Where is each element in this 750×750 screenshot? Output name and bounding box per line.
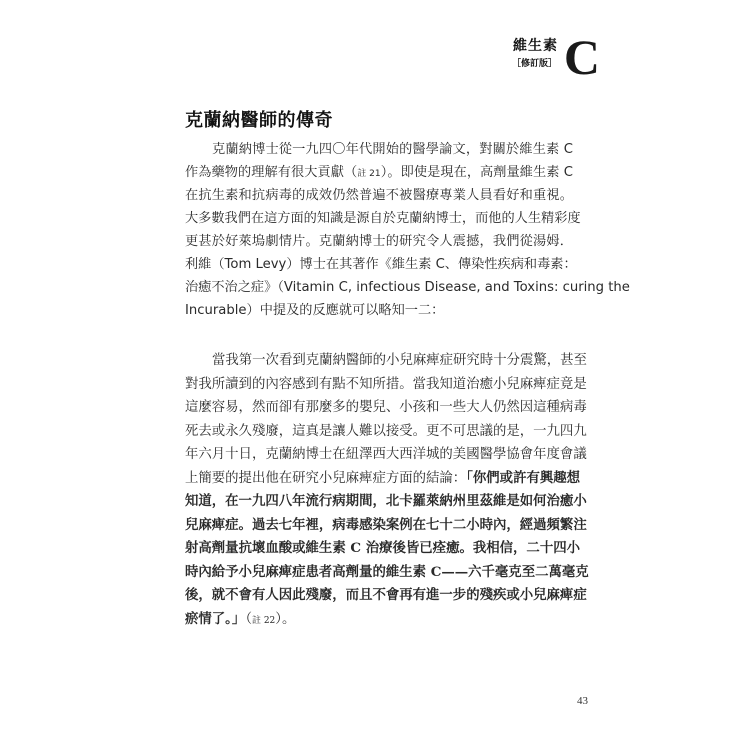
quote-line: 當我第一次看到克蘭納醫師的小兒麻痺症研究時十分震驚，甚至 xyxy=(212,353,587,368)
quote-line: 上簡要的提出他在研究小兒麻痺症方面的結論：「你們或許有興趣想 xyxy=(185,469,581,486)
text-line: 在抗生素和抗病毒的成效仍然普遍不被醫療專業人員看好和重視。 xyxy=(185,188,573,203)
text-line: 作為藥物的理解有很大貢獻（註 21）。即使是現在，高劑量維生素 C xyxy=(185,165,573,180)
quote-line: 後，就不會有人因此殘廢，而且不會再有進一步的殘疾或小兒麻痺症 xyxy=(185,587,587,603)
body-paragraph xyxy=(185,138,630,322)
text-line: 治癒不治之症》（Vitamin C, infectious Disease, and Toxins: curing the xyxy=(185,280,630,295)
text-line: 克蘭納博士從一九四〇年代開始的醫學論文，對關於維生素 C xyxy=(212,142,573,157)
edition-label: ［修訂版］ xyxy=(511,59,557,69)
quote-line: 時內給予小兒麻痺症患者高劑量的維生素 C——六千毫克至二萬毫克 xyxy=(185,563,589,580)
footnote-ref: 註 21 xyxy=(357,169,381,179)
quote-line: 射高劑量抗壞血酸或維生素 C 治療後皆已痊癒。我相信，二十四小 xyxy=(185,540,580,556)
quote-line: 對我所讀到的內容感到有點不知所措。當我知道治癒小兒麻痺症竟是 xyxy=(185,376,587,392)
text-line: Incurable）中提及的反應就可以略知一二： xyxy=(185,303,445,318)
quote-line: 知道，在一九四八年流行病期間，北卡羅萊納州里茲維是如何治癒小 xyxy=(185,493,587,509)
text-line: 大多數我們在這方面的知識是源自於克蘭納博士，而他的人生精彩度 xyxy=(185,211,581,226)
page-number: 43 xyxy=(577,695,588,707)
running-header xyxy=(470,29,600,85)
header-letter-logo: C xyxy=(563,29,600,85)
block-quote xyxy=(185,349,589,631)
quote-line: 年六月十日，克蘭納博士在紐澤西大西洋城的美國醫學協會年度會議 xyxy=(185,447,587,462)
text-line: 更甚於好萊塢劇情片。克蘭納博士的研究令人震撼，我們從湯姆． xyxy=(185,234,573,249)
quote-line: 瘀情了。」（註 22）。 xyxy=(185,610,296,627)
quote-line: 這麼容易，然而卻有那麼多的嬰兒、小孩和一些大人仍然因這種病毒 xyxy=(185,400,587,415)
footnote-ref: 註 22 xyxy=(251,615,276,626)
emphasized-quote: 「你們或許有興趣想 xyxy=(466,469,581,486)
quote-line: 兒麻痺症。過去七年裡，病毒感染案例在七十二小時內，經過頻繁注 xyxy=(185,516,587,533)
section-title: 克蘭納醫師的傳奇 xyxy=(185,110,333,131)
quote-line: 死去或永久殘廢，這真是讓人難以接受。更不可思議的是，一九四九 xyxy=(185,423,587,439)
text-line: 利維（Tom Levy）博士在其著作《維生素 C、傳染性疾病和毒素： xyxy=(185,257,577,272)
series-title: 維生素 xyxy=(513,38,558,54)
